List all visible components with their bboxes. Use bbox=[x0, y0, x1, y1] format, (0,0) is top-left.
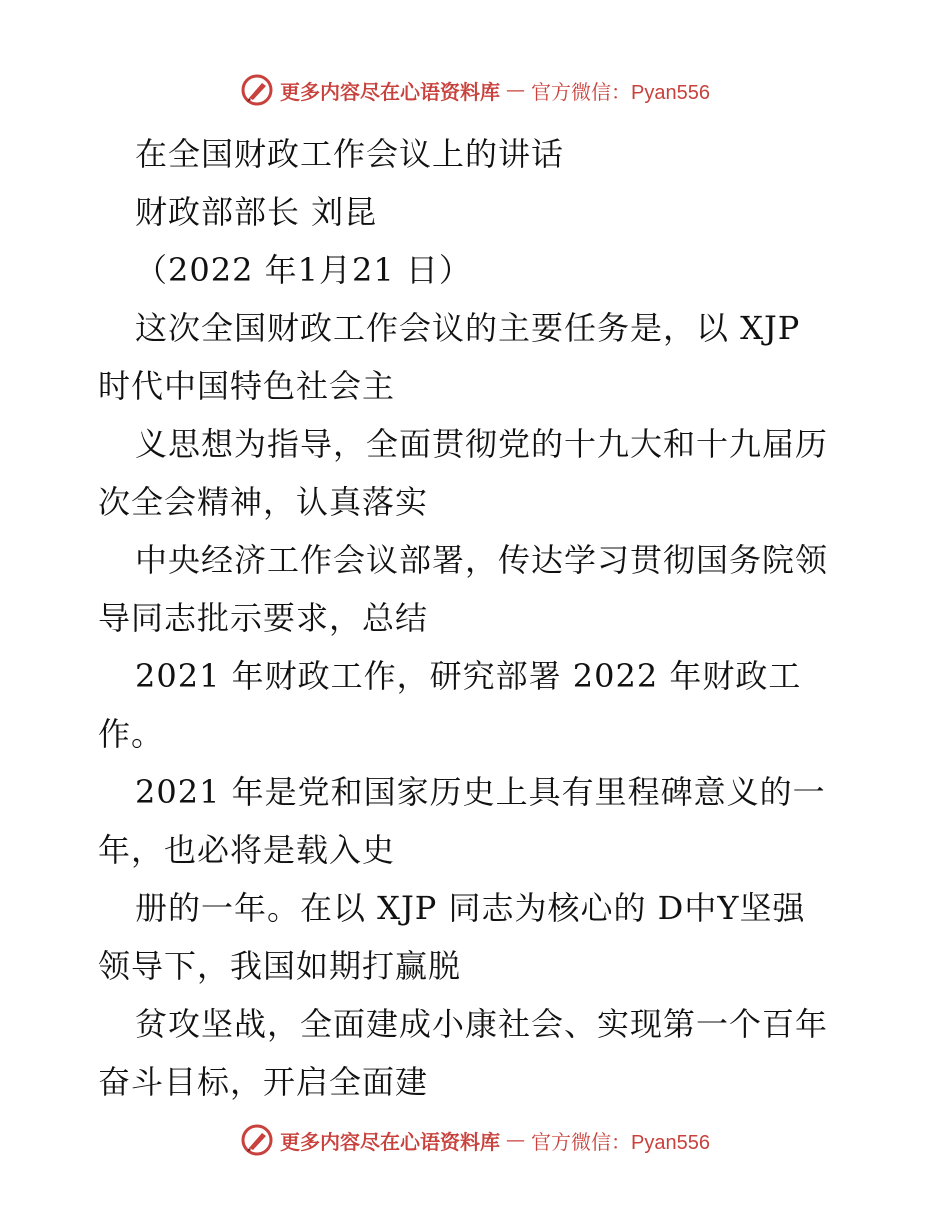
paragraph-line: 领导下，我国如期打赢脱 bbox=[98, 947, 462, 985]
pen-quill-logo-icon bbox=[240, 1123, 274, 1157]
paragraph-line: 义思想为指导，全面贯彻党的十九大和十九届历 bbox=[135, 425, 829, 463]
paragraph-line: 2021 年财政工作，研究部署 2022 年财政工 bbox=[135, 657, 802, 695]
paragraph-line: 册的一年。在以 XJP 同志为核心的 D中Y坚强 bbox=[135, 889, 806, 927]
header-watermark bbox=[0, 70, 950, 110]
pen-quill-logo-icon bbox=[240, 73, 274, 107]
paragraph-line: 2021 年是党和国家历史上具有里程碑意义的一 bbox=[135, 773, 826, 811]
paragraph-line: 这次全国财政工作会议的主要任务是，以 XJP bbox=[135, 309, 801, 347]
document-author: 财政部部长 刘昆 bbox=[135, 193, 378, 231]
watermark-separator: — bbox=[506, 1129, 526, 1151]
paragraph-line: 中央经济工作会议部署，传达学习贯彻国务院领 bbox=[135, 541, 829, 579]
paragraph-line: 作。 bbox=[98, 715, 165, 753]
document-date: （2022 年1月21 日） bbox=[135, 251, 472, 289]
watermark-text: 更多内容尽在心语资料库 bbox=[280, 1129, 501, 1154]
paragraph-line: 年，也必将是载入史 bbox=[98, 831, 396, 869]
watermark-contact: 官方微信：Pyan556 bbox=[531, 81, 710, 104]
paragraph-line: 次全会精神，认真落实 bbox=[98, 483, 429, 521]
watermark-separator: — bbox=[506, 79, 526, 101]
paragraph-line: 时代中国特色社会主 bbox=[98, 367, 396, 405]
document-title: 在全国财政工作会议上的讲话 bbox=[135, 135, 565, 173]
paragraph-line: 奋斗目标，开启全面建 bbox=[98, 1063, 429, 1101]
watermark-text: 更多内容尽在心语资料库 bbox=[280, 79, 501, 104]
footer-watermark bbox=[0, 1120, 950, 1160]
watermark-contact: 官方微信：Pyan556 bbox=[531, 1131, 710, 1154]
paragraph-line: 导同志批示要求，总结 bbox=[98, 599, 429, 637]
paragraph-line: 贫攻坚战，全面建成小康社会、实现第一个百年 bbox=[135, 1005, 829, 1043]
document-body bbox=[98, 125, 858, 1111]
